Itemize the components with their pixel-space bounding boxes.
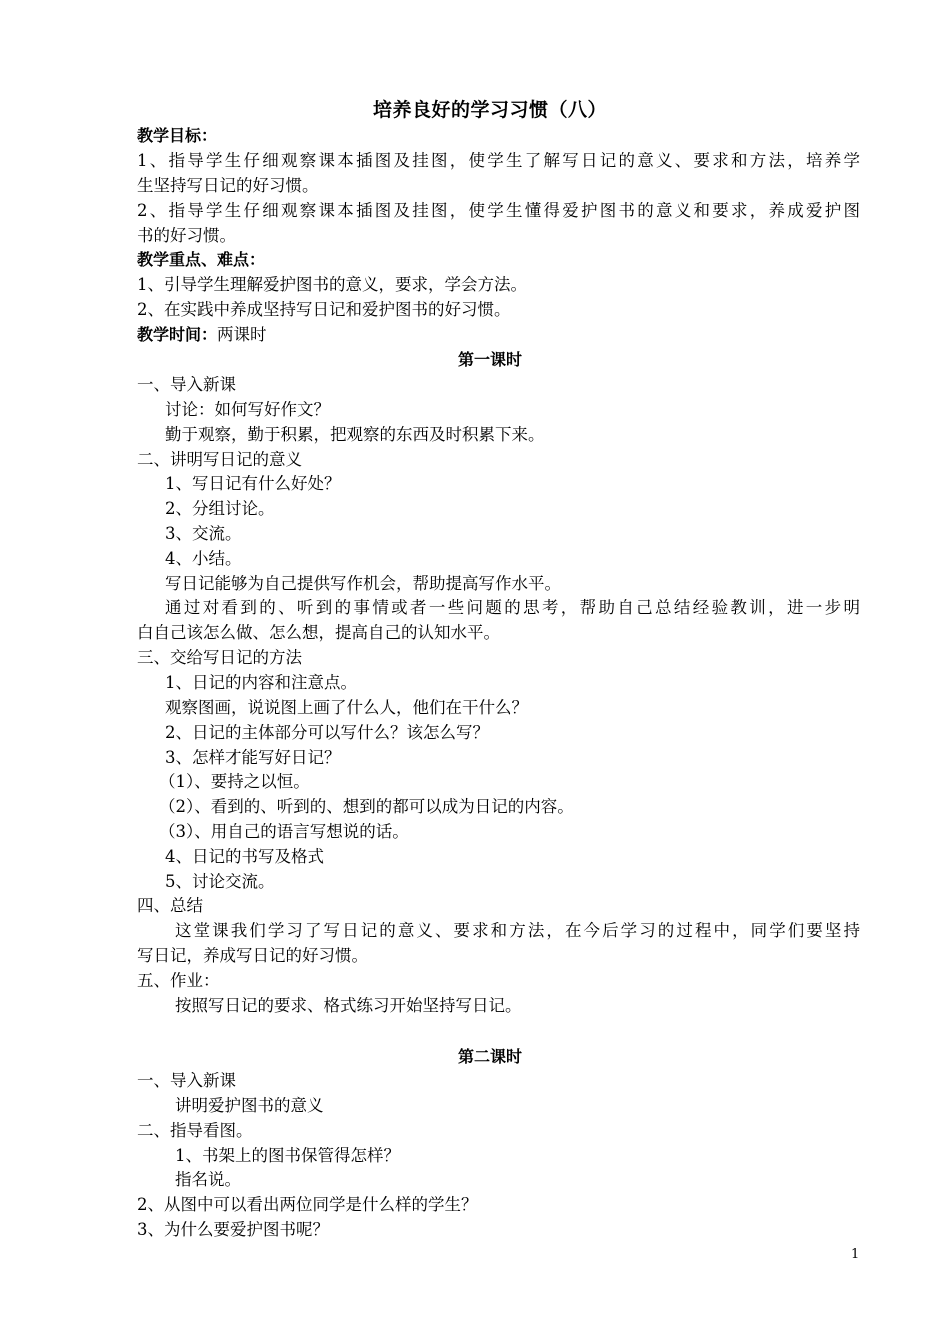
lesson-1-section-1: 一、导入新课 xyxy=(137,375,236,394)
lesson-1-text: 5、讨论交流。 xyxy=(165,872,275,891)
objectives-heading: 教学目标： xyxy=(137,126,218,145)
lesson-1-text: （3）、用自己的语言写想说的话。 xyxy=(159,822,409,841)
teaching-time xyxy=(137,323,267,347)
lesson-1-text: 写日记能够为自己提供写作机会，帮助提高写作水平。 xyxy=(165,574,561,593)
objective-1-line-2: 生坚持写日记的好习惯。 xyxy=(137,176,319,195)
objective-2-line-2: 书的好习惯。 xyxy=(137,226,236,245)
key-points-heading: 教学重点、难点： xyxy=(137,250,266,269)
lesson-1-text: 3、怎样才能写好日记？ xyxy=(165,748,341,767)
lesson-1-section-3: 三、交给写日记的方法 xyxy=(137,648,302,667)
lesson-1-text: 2、分组讨论。 xyxy=(165,499,275,518)
lesson-1-text: 2、日记的主体部分可以写什么？该怎么写？ xyxy=(165,723,489,742)
lesson-1-text: 讨论：如何写好作文？ xyxy=(165,400,330,419)
lesson-1-section-2: 二、讲明写日记的意义 xyxy=(137,450,302,469)
lesson-1-text: 观察图画，说说图上画了什么人，他们在干什么？ xyxy=(165,698,528,717)
lesson-1-text: 勤于观察，勤于积累，把观察的东西及时积累下来。 xyxy=(165,425,545,444)
lesson-2-text: 指名说。 xyxy=(175,1170,241,1189)
lesson-1-heading: 第一课时 xyxy=(457,350,522,369)
objective-2-line-1: 2、指导学生仔细观察课本插图及挂图，使学生懂得爱护图书的意义和要求，养成爱护图 xyxy=(137,201,860,220)
document-title: 培养良好的学习习惯（八） xyxy=(372,99,607,121)
lesson-2-section-1: 一、导入新课 xyxy=(137,1071,236,1090)
lesson-1-text: 1、写日记有什么好处？ xyxy=(165,474,341,493)
lesson-1-text: 3、交流。 xyxy=(165,524,242,543)
lesson-2-text: 3、为什么要爱护图书呢？ xyxy=(137,1220,329,1239)
lesson-1-text: 4、日记的书写及格式 xyxy=(165,847,324,866)
teaching-time-value: 两课时 xyxy=(217,325,267,344)
lesson-1-text: （2）、看到的、听到的、想到的都可以成为日记的内容。 xyxy=(159,797,574,816)
lesson-2-text: 1、书架上的图书保管得怎样？ xyxy=(175,1146,400,1165)
lesson-1-section-4: 四、总结 xyxy=(137,896,203,915)
lesson-1-text: 4、小结。 xyxy=(165,549,242,568)
key-point-1: 1、引导学生理解爱护图书的意义，要求，学会方法。 xyxy=(137,275,527,294)
teaching-time-label: 教学时间： xyxy=(137,325,218,344)
lesson-1-text: 白自己该怎么做、怎么想，提高自己的认知水平。 xyxy=(137,623,500,642)
lesson-2-text: 2、从图中可以看出两位同学是什么样的学生？ xyxy=(137,1195,478,1214)
lesson-1-text: 这堂课我们学习了写日记的意义、要求和方法，在今后学习的过程中，同学们要坚持 xyxy=(175,921,860,940)
page-number: 1 xyxy=(851,1247,860,1262)
lesson-1-text: 写日记，养成写日记的好习惯。 xyxy=(137,946,368,965)
lesson-2-heading: 第二课时 xyxy=(457,1047,522,1066)
lesson-1-text: 通过对看到的、听到的事情或者一些问题的思考，帮助自己总结经验教训，进一步明 xyxy=(165,598,860,617)
key-point-2: 2、在实践中养成坚持写日记和爱护图书的好习惯。 xyxy=(137,300,511,319)
lesson-1-text: 1、日记的内容和注意点。 xyxy=(165,673,357,692)
lesson-1-text: （1）、要持之以恒。 xyxy=(159,772,310,791)
lesson-1-text: 按照写日记的要求、格式练习开始坚持写日记。 xyxy=(175,996,522,1015)
lesson-2-text: 讲明爱护图书的意义 xyxy=(175,1096,324,1115)
lesson-2-section-2: 二、指导看图。 xyxy=(137,1121,253,1140)
objective-1-line-1: 1、指导学生仔细观察课本插图及挂图，使学生了解写日记的意义、要求和方法，培养学 xyxy=(137,151,860,170)
lesson-1-section-5: 五、作业： xyxy=(137,971,220,990)
